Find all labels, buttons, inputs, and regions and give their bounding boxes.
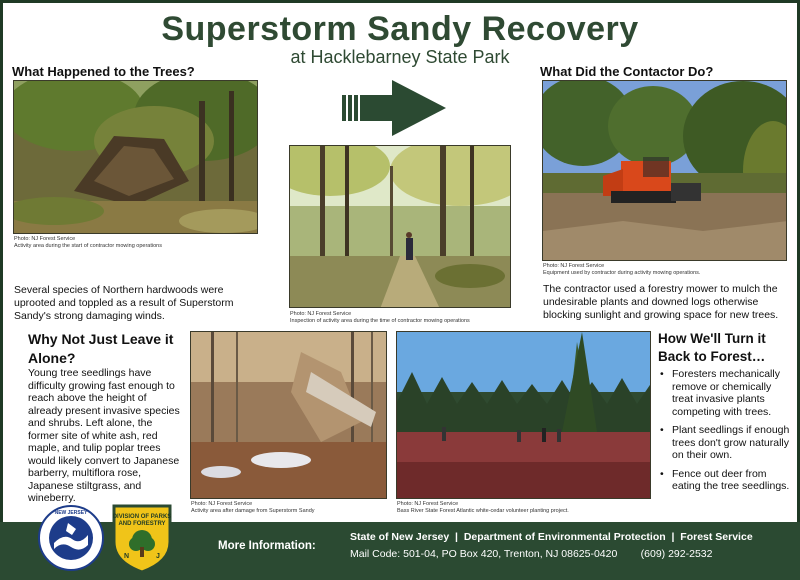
nj-dep-seal-icon bbox=[38, 505, 104, 571]
forest-path-photo bbox=[289, 145, 511, 308]
poster-title: Superstorm Sandy Recovery bbox=[161, 10, 639, 48]
right-arrow-icon bbox=[340, 76, 450, 138]
svg-text:AND FORESTRY: AND FORESTRY bbox=[118, 521, 166, 527]
poster-subtitle: at Hacklebarney State Park bbox=[290, 47, 510, 67]
why-not-heading: Why Not Just Leave it Alone? bbox=[28, 331, 174, 366]
parks-forestry-shield-icon bbox=[110, 502, 174, 574]
volunteer-planting-caption: Photo: NJ Forest Service Bass River State Forest Atlantic white-cedar volunteer planting project. bbox=[397, 501, 569, 514]
contact-address: Mail Code: 501-04, PO Box 420, Trenton, NJ 08625-0420 (609) 292-2532 bbox=[350, 548, 713, 560]
contractor-text: The contractor used a forestry mower to mulch the undesirable plants and downed logs otherwise blocking sunlight and growing space for new trees. bbox=[543, 283, 779, 321]
uprooted-trees-caption: Photo: NJ Forest Service Activity area during the start of contractor mowing operations bbox=[14, 236, 162, 249]
what-happened-heading: What Happened to the Trees? bbox=[12, 64, 195, 79]
list-item: • Fence out deer from eating the tree seedlings. bbox=[658, 468, 793, 493]
why-not-text: Young tree seedlings have difficulty growing fast enough to reach above the height of already present invasive species and shrubs. Left alone, the former site of white ash, red maple, and tulip poplar trees would likely convert to Japanese barberry, multiflora rose, Japanese stiltgrass, and wineberry. bbox=[28, 367, 180, 504]
how-heading: How We'll Turn it Back to Forest… bbox=[658, 331, 766, 364]
forestry-mower-caption: Photo: NJ Forest Service Equipment used by contractor during activity mowing operations. bbox=[543, 263, 701, 276]
how-bullet-list bbox=[658, 368, 793, 499]
svg-text:NEW JERSEY: NEW JERSEY bbox=[54, 510, 88, 516]
forestry-mower-photo bbox=[542, 80, 787, 261]
storm-damage-photo bbox=[190, 331, 387, 499]
storm-damage-caption: Photo: NJ Forest Service Activity area after damage from Superstorm Sandy bbox=[191, 501, 315, 514]
agency-line: State of New Jersey | Department of Environmental Protection | Forest Service bbox=[350, 531, 753, 543]
volunteer-planting-photo bbox=[396, 331, 651, 499]
list-item: • Plant seedlings if enough trees don't grow naturally on their own. bbox=[658, 424, 793, 462]
contractor-heading: What Did the Contactor Do? bbox=[540, 64, 714, 79]
what-happened-text: Several species of Northern hardwoods were uprooted and toppled as a result of Superstorm Sandy's strong damaging winds. bbox=[14, 284, 234, 322]
svg-text:DIVISION OF PARKS: DIVISION OF PARKS bbox=[112, 514, 172, 520]
list-item: • Foresters mechanically remove or chemically treat invasive plants competing with trees. bbox=[658, 368, 793, 418]
more-information-label: More Information: bbox=[218, 540, 316, 552]
svg-text:J: J bbox=[156, 553, 160, 560]
uprooted-trees-photo bbox=[13, 80, 258, 234]
svg-text:N: N bbox=[124, 553, 130, 560]
forest-path-caption: Photo: NJ Forest Service Inspection of activity area during the time of contractor mowing operations bbox=[290, 311, 470, 324]
